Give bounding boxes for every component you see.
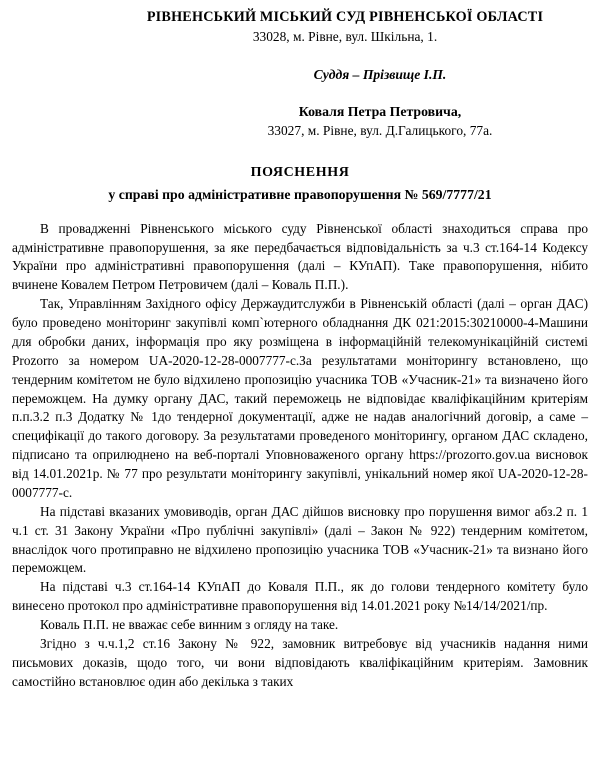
document-title-block bbox=[0, 165, 600, 203]
body-paragraph: На підставі ч.3 ст.164-14 КУпАП до Коваля П.П., як до голови тендерного комітету було винесено протокол про адміністративне правопорушення від 14.01.2021 року №14/14/2021/пр. bbox=[12, 579, 588, 614]
body-paragraph: На підставі вказаних умовиводів, орган ДАС дійшов висновку про порушення вимог абз.2 п. 1 ч.1 ст. 31 Закону України «Про публічні закупівлі» (далі – Закон № 922) тендерним комітетом, внаслідок чого протиправно не відхилено пропозицію учасника ТОВ «Учасник-21» та визнано його переможцем. bbox=[12, 503, 588, 576]
judge-name: Суддя – Прізвище І.П. bbox=[313, 67, 447, 83]
body-paragraph: Так, Управлінням Західного офісу Держаудитслужби в Рівненській області (далі – орган ДАС) було проведено моніторинг закупівлі комп`ютерного обладнання ДК 021:2015:30210000-4-Машини для обробки даних, інформація про яку розміщена в інформаційній телекомунікаційній системі Prozorro за номером UA-2020-12-28-0007777-с.За результатами моніторингу встановлено, що тендерним комітетом не було відхилено пропозицію учасника ТОВ «Учасник-21» та визначено його переможцем. На думку органу ДАС, такий переможець не відповідає кваліфікаційним критеріям п.п.3.2 п.3 Додатку № 1до тендерної документації, адже не надав аналогічний договір, а саме – специфікації до такого договору. За результатами проведеного моніторингу, органом ДАС складено, підписано та оприлюднено на веб-порталі Уповноваженого органу https://prozorro.gov.ua висновок від 14.01.2021р. № 77 про результати моніторингу закупівлі, унікальний номер якої UA-2020-12-28-0007777-с. bbox=[12, 296, 588, 500]
document-subheading: у справі про адміністративне правопорушення № 569/7777/21 bbox=[108, 187, 492, 203]
court-address: 33028, м. Рівне, вул. Шкільна, 1. bbox=[252, 29, 438, 45]
body-paragraph: Згідно з ч.ч.1,2 ст.16 Закону № 922, замовник витребовує від учасників надання ними письмових доказів, щодо того, чи вони відповідають кваліфікаційним критеріям. Замовник самостійно встановлює один або декілька з таких bbox=[12, 635, 588, 689]
judge-block bbox=[12, 67, 588, 83]
court-name: РІВНЕНСЬКИЙ МІСЬКИЙ СУД РІВНЕНСЬКОЇ ОБЛАСТІ bbox=[146, 9, 544, 25]
recipient-block bbox=[12, 104, 588, 140]
document-heading: ПОЯСНЕННЯ bbox=[250, 165, 350, 181]
body-paragraph: В провадженні Рівненського міського суду Рівненської області знаходиться справа про адміністративне правопорушення, за яке передбачається відповідальність за ч.3 ст.164-14 Кодексу України про адміністративні правопорушення (далі – КУпАП). Таке правопорушення, нібито вчинене Ковалем Петром Петровичем (далі – Коваль П.П.). bbox=[12, 220, 588, 293]
recipient-name: Коваля Петра Петровича, bbox=[298, 103, 462, 119]
recipient-address: 33027, м. Рівне, вул. Д.Галицького, 77а. bbox=[267, 123, 493, 139]
letterhead bbox=[0, 0, 600, 139]
body-paragraph: Коваль П.П. не вважає себе винним з огляду на таке. bbox=[40, 617, 339, 633]
document-body bbox=[0, 220, 600, 692]
